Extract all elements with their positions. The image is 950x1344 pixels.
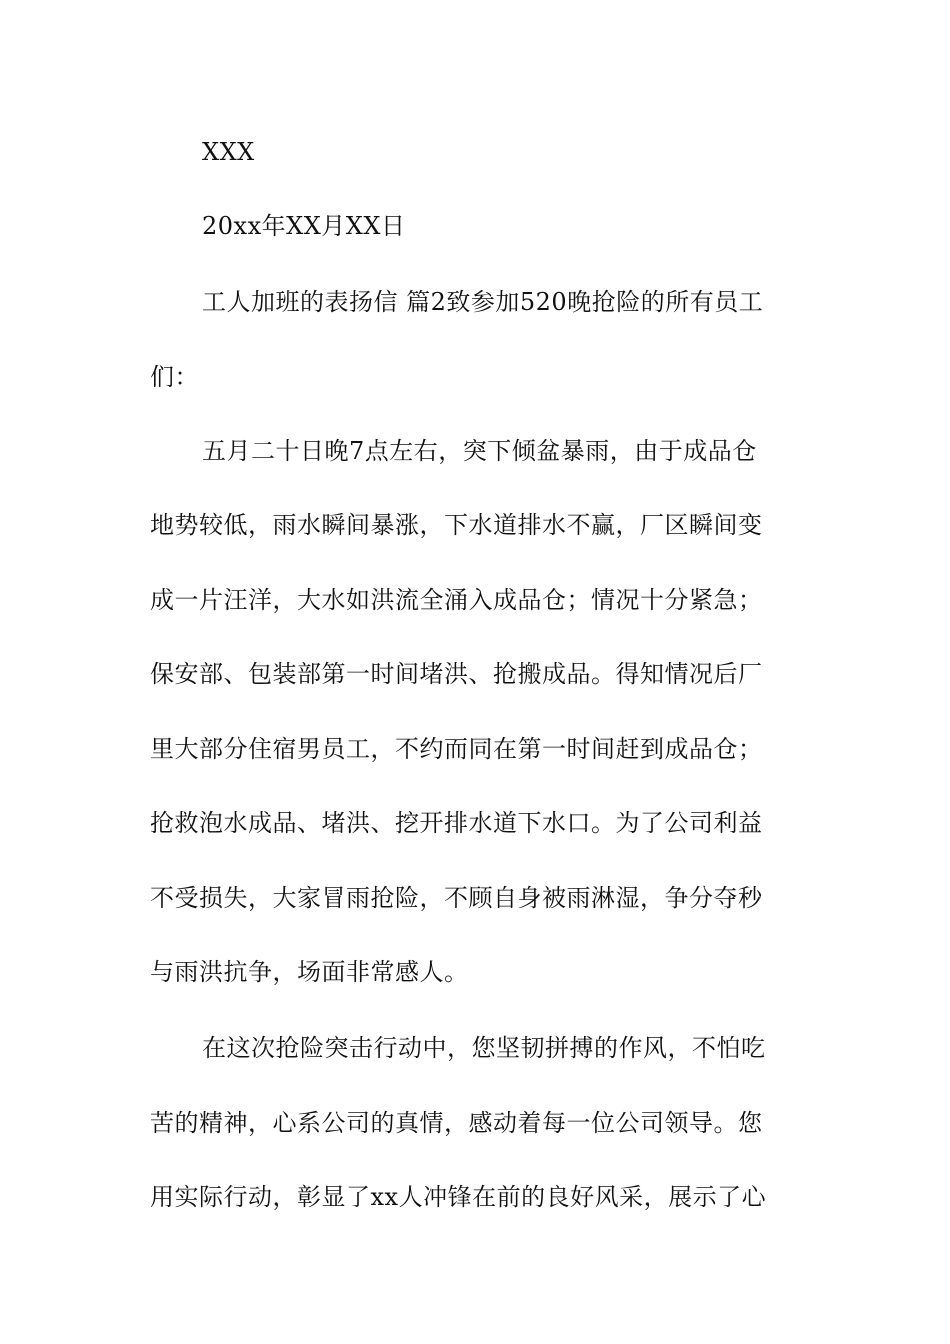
paragraph-1-line: 保安部、包装部第一时间堵洪、抢搬成品。得知情况后厂 bbox=[150, 660, 763, 688]
date: 20xx年XX月XX日 bbox=[202, 212, 406, 240]
paragraph-1-line: 成一片汪洋，大水如洪流全涌入成品仓；情况十分紧急； bbox=[150, 586, 763, 614]
paragraph-2-line: 苦的精神，心系公司的真情，感动着每一位公司领导。您 bbox=[150, 1109, 763, 1137]
paragraph-1-line: 五月二十日晚7点左右，突下倾盆暴雨，由于成品仓 bbox=[202, 437, 757, 465]
paragraph-1-line: 抢救泡水成品、堵洪、挖开排水道下水口。为了公司利益 bbox=[150, 809, 763, 837]
paragraph-1-line: 地势较低，雨水瞬间暴涨，下水道排水不赢，厂区瞬间变 bbox=[150, 511, 763, 539]
paragraph-1-line: 与雨洪抗争，场面非常感人。 bbox=[150, 958, 469, 986]
signature: XXX bbox=[202, 138, 255, 166]
paragraph-1-line: 不受损失，大家冒雨抢险，不顾自身被雨淋湿，争分夺秒 bbox=[150, 884, 763, 912]
letter-heading-line-2: 们： bbox=[150, 363, 199, 391]
paragraph-2-line: 在这次抢险突击行动中，您坚韧拼搏的作风，不怕吃 bbox=[202, 1034, 766, 1062]
paragraph-1-line: 里大部分住宿男员工，不约而同在第一时间赶到成品仓； bbox=[150, 735, 763, 763]
paragraph-2-line: 用实际行动，彰显了xx人冲锋在前的良好风采，展示了心 bbox=[150, 1183, 767, 1211]
letter-heading-line-1: 工人加班的表扬信 篇2致参加520晚抢险的所有员工 bbox=[202, 288, 764, 316]
